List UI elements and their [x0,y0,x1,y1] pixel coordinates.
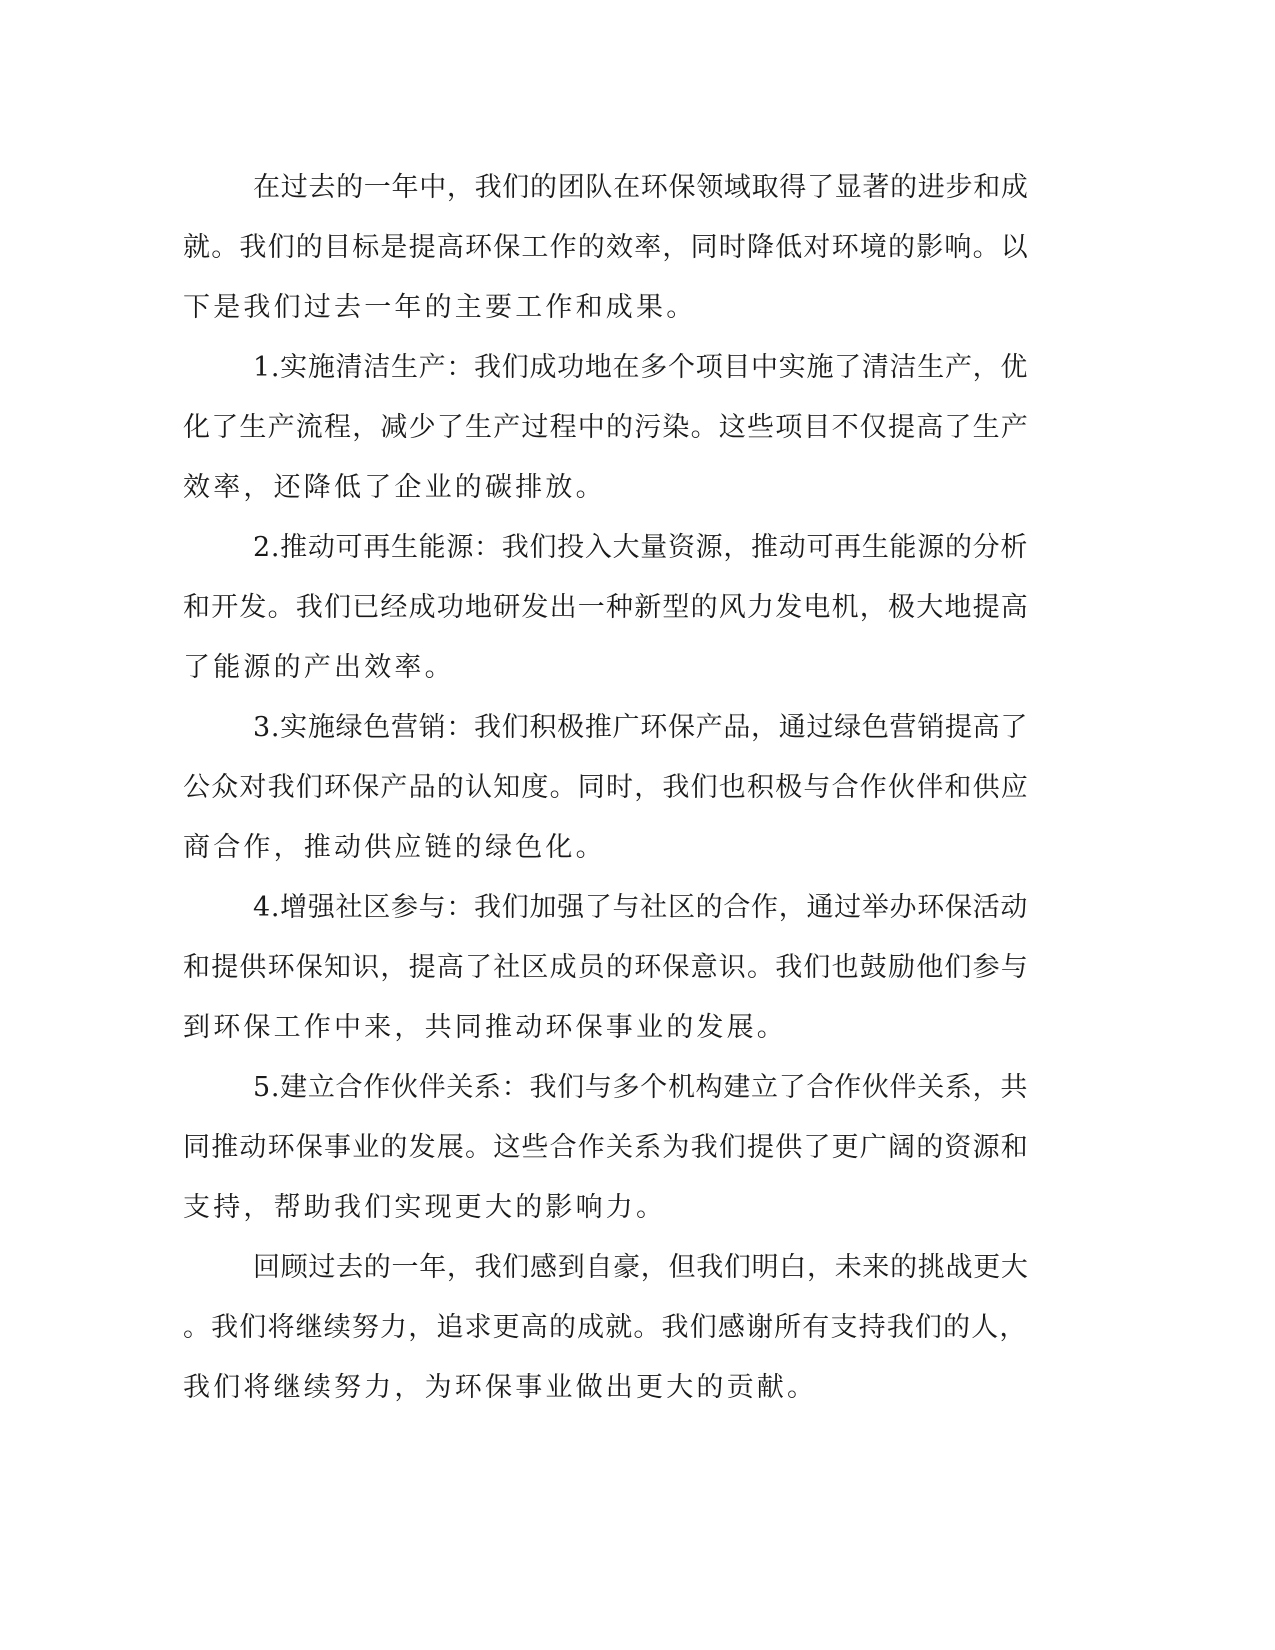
paragraph-line: 5.建立合作伙伴关系：我们与多个机构建立了合作伙伴关系，共 [253,1072,1029,1103]
paragraph-line: 到环保工作中来，共同推动环保事业的发展。 [183,1012,787,1043]
paragraph-line: 和提供环保知识，提高了社区成员的环保意识。我们也鼓励他们参与 [183,952,1029,983]
paragraph-line: 1.实施清洁生产：我们成功地在多个项目中实施了清洁生产，优 [253,352,1029,383]
paragraph-item-1 [183,338,1033,518]
paragraph-line: 。我们将继续努力，追求更高的成就。我们感谢所有支持我们的人， [183,1312,1028,1343]
paragraph-item-5 [183,1058,1033,1238]
paragraph-line: 在过去的一年中，我们的团队在环保领域取得了显著的进步和成 [253,172,1029,203]
paragraph-line: 和开发。我们已经成功地研发出一种新型的风力发电机，极大地提高 [183,592,1029,623]
paragraph-item-3 [183,698,1033,878]
paragraph-line: 3.实施绿色营销：我们积极推广环保产品，通过绿色营销提高了 [253,712,1029,743]
paragraph-line: 2.推动可再生能源：我们投入大量资源，推动可再生能源的分析 [253,532,1029,563]
paragraph-line: 支持，帮助我们实现更大的影响力。 [183,1192,667,1223]
document-body [183,158,1033,1418]
paragraph-item-2 [183,518,1033,698]
paragraph-item-4 [183,878,1033,1058]
paragraph-line: 就。我们的目标是提高环保工作的效率，同时降低对环境的影响。以 [183,232,1029,263]
paragraph-line: 了能源的产出效率。 [183,652,455,683]
paragraph-line: 下是我们过去一年的主要工作和成果。 [183,292,697,323]
paragraph-line: 回顾过去的一年，我们感到自豪，但我们明白，未来的挑战更大 [253,1252,1029,1283]
paragraph-intro [183,158,1033,338]
paragraph-line: 4.增强社区参与：我们加强了与社区的合作，通过举办环保活动 [253,892,1029,923]
paragraph-line: 同推动环保事业的发展。这些合作关系为我们提供了更广阔的资源和 [183,1132,1029,1163]
paragraph-line: 公众对我们环保产品的认知度。同时，我们也积极与合作伙伴和供应 [183,772,1029,803]
paragraph-line: 商合作，推动供应链的绿色化。 [183,832,606,863]
paragraph-conclusion [183,1238,1033,1418]
paragraph-line: 我们将继续努力，为环保事业做出更大的贡献。 [183,1372,818,1403]
paragraph-line: 化了生产流程，减少了生产过程中的污染。这些项目不仅提高了生产 [183,412,1029,443]
paragraph-line: 效率，还降低了企业的碳排放。 [183,472,606,503]
